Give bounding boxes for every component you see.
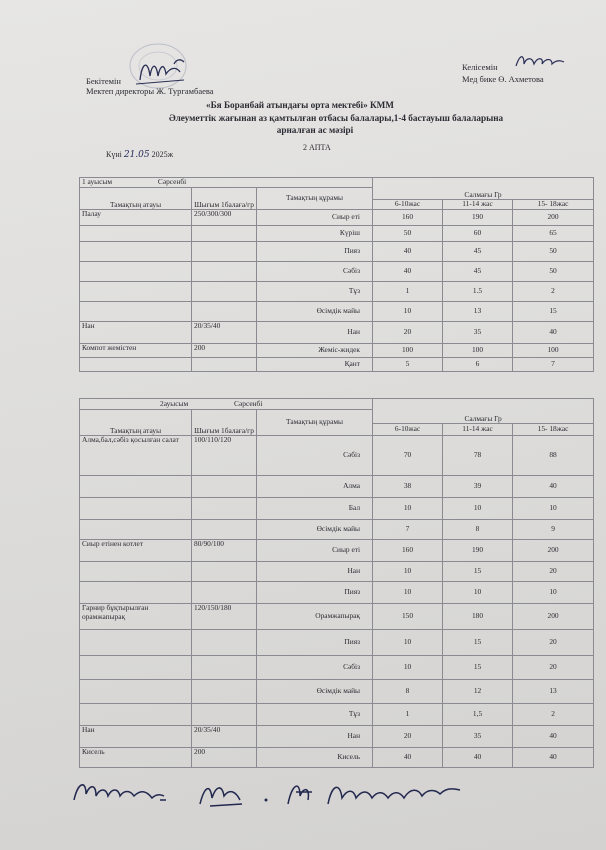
weight-header: Салмағы Гр [373,399,594,424]
approve-label: Бекітемін [86,76,121,86]
weight-6-10-cell: 10 [373,656,443,680]
director-signature-and-stamp [118,40,198,98]
table-row [80,520,594,540]
shift-day-cell [80,178,373,188]
composition-header: Тамақтың құрамы [257,410,373,436]
table-row [80,344,594,358]
yield-cell: 100/110/120 [192,436,257,476]
weight-6-10-cell: 40 [373,748,443,768]
age-header-6-10: 6-10жас [373,424,443,436]
menu-table-shift-1 [79,177,594,372]
weight-11-14-cell: 100 [443,344,513,358]
ingredient-cell: Пияз [257,582,373,604]
weight-15-18-cell: 50 [513,242,594,262]
dish-header: Тамақтың атауы [80,410,192,436]
weight-11-14-cell: 15 [443,630,513,656]
weight-11-14-cell: 190 [443,540,513,562]
yield-cell: 20/35/40 [192,726,257,748]
bottom-signatures [60,770,480,814]
date-line [106,150,173,160]
composition-header: Тамақтың құрамы [257,188,373,210]
weight-15-18-cell: 2 [513,282,594,302]
dish-cell [80,704,192,726]
menu-subtitle: арналған ас мәзірі [276,125,354,135]
ingredient-cell: Нан [257,562,373,582]
dish-cell [80,226,192,242]
ingredient-cell: Өсімдік майы [257,302,373,322]
yield-cell [192,358,257,372]
weight-15-18-cell: 20 [513,562,594,582]
dish-cell [80,358,192,372]
dish-cell [80,582,192,604]
school-name: «Бя Боранбай атындағы орта мектебі» КММ [206,100,394,110]
weight-11-14-cell: 45 [443,242,513,262]
weight-6-10-cell: 40 [373,242,443,262]
table-row [80,242,594,262]
weight-11-14-cell: 15 [443,656,513,680]
weight-6-10-cell: 7 [373,520,443,540]
weight-11-14-cell: 40 [443,748,513,768]
yield-cell: 80/90/100 [192,540,257,562]
dish-cell: Кисель [80,748,192,768]
dish-cell [80,656,192,680]
weight-11-14-cell: 10 [443,498,513,520]
weight-6-10-cell: 1 [373,704,443,726]
weight-6-10-cell: 20 [373,322,443,344]
ingredient-cell: Пияз [257,630,373,656]
age-header-15-18: 15- 18жас [513,200,594,210]
ingredient-cell: Тұз [257,704,373,726]
weight-6-10-cell: 160 [373,210,443,226]
dish-cell [80,562,192,582]
yield-cell [192,520,257,540]
ingredient-cell: Сәбіз [257,656,373,680]
table-header-row [80,399,594,410]
table-body [80,436,594,768]
table-row [80,704,594,726]
table-row [80,726,594,748]
age-header-6-10: 6-10жас [373,200,443,210]
dish-cell [80,498,192,520]
dish-header: Тамақтың атауы [80,188,192,210]
table-row [80,748,594,768]
weight-11-14-cell: 78 [443,436,513,476]
dish-cell: Сиыр етінен котлет [80,540,192,562]
weight-6-10-cell: 10 [373,302,443,322]
table-body [80,210,594,372]
weight-11-14-cell: 12 [443,680,513,704]
weight-6-10-cell: 38 [373,476,443,498]
weight-15-18-cell: 50 [513,262,594,282]
ingredient-cell: Тұз [257,282,373,302]
dish-cell [80,302,192,322]
weight-6-10-cell: 70 [373,436,443,476]
yield-cell: 120/150/180 [192,604,257,630]
weight-11-14-cell: 13 [443,302,513,322]
table-row [80,210,594,226]
weight-11-14-cell: 180 [443,604,513,630]
table-row [80,630,594,656]
dish-cell [80,262,192,282]
ingredient-cell: Күріш [257,226,373,242]
yield-cell [192,476,257,498]
table-row [80,498,594,520]
nurse-line: Мед бике Ө. Ахметова [462,74,544,84]
weight-11-14-cell: 45 [443,262,513,282]
weight-11-14-cell: 60 [443,226,513,242]
dish-cell: Палау [80,210,192,226]
weight-6-10-cell: 40 [373,262,443,282]
table-row [80,562,594,582]
ingredient-cell: Пияз [257,242,373,262]
ingredient-cell: Орамжапырақ [257,604,373,630]
table-row [80,302,594,322]
table-header-row [80,178,594,188]
ingredient-cell: Нан [257,322,373,344]
table-row [80,262,594,282]
weight-15-18-cell: 13 [513,680,594,704]
yield-cell: 20/35/40 [192,322,257,344]
weight-15-18-cell: 200 [513,210,594,226]
weight-11-14-cell: 6 [443,358,513,372]
ingredient-cell: Қант [257,358,373,372]
weight-15-18-cell: 40 [513,476,594,498]
dish-cell [80,242,192,262]
yield-cell [192,242,257,262]
yield-cell [192,302,257,322]
ingredient-cell: Өсімдік майы [257,680,373,704]
age-header-11-14: 11-14 жас [443,200,513,210]
date-year: 2025ж [151,150,174,159]
weight-15-18-cell: 40 [513,748,594,768]
dish-cell: Компот жемістен [80,344,192,358]
dish-cell [80,476,192,498]
table-row [80,680,594,704]
shift-label: 1 ауысым [82,177,113,187]
table-row [80,282,594,302]
weight-11-14-cell: 35 [443,726,513,748]
yield-cell [192,562,257,582]
ingredient-cell: Сиыр еті [257,540,373,562]
weight-11-14-cell: 190 [443,210,513,226]
table-row [80,540,594,562]
yield-cell [192,656,257,680]
weight-15-18-cell: 7 [513,358,594,372]
weight-11-14-cell: 10 [443,582,513,604]
ingredient-cell: Жеміс-жидек [257,344,373,358]
dish-cell [80,680,192,704]
yield-cell: 200 [192,748,257,768]
weight-15-18-cell: 9 [513,520,594,540]
dish-cell: Нан [80,726,192,748]
table-row [80,656,594,680]
weight-6-10-cell: 150 [373,604,443,630]
ingredient-cell: Сәбіз [257,436,373,476]
weight-15-18-cell: 40 [513,322,594,344]
dish-cell: Гарнир бұқтырылған орамжапырақ [80,604,192,630]
yield-header: Шығым 1балаға/гр [192,410,257,436]
weight-11-14-cell: 1,5 [443,704,513,726]
weight-6-10-cell: 10 [373,582,443,604]
weight-6-10-cell: 10 [373,630,443,656]
weight-15-18-cell: 200 [513,604,594,630]
weight-15-18-cell: 15 [513,302,594,322]
weight-6-10-cell: 160 [373,540,443,562]
date-label: Күні [106,150,122,159]
ingredient-cell: Сәбіз [257,262,373,282]
table-row [80,358,594,372]
table-row [80,322,594,344]
weight-11-14-cell: 39 [443,476,513,498]
weight-15-18-cell: 10 [513,582,594,604]
age-header-11-14: 11-14 жас [443,424,513,436]
weight-header: Салмағы Гр [373,178,594,200]
agree-label: Келісемін [462,62,498,72]
yield-cell [192,630,257,656]
weight-6-10-cell: 50 [373,226,443,242]
weekday-label: Сәрсенбі [234,398,263,408]
yield-cell [192,282,257,302]
weight-6-10-cell: 10 [373,562,443,582]
yield-cell [192,226,257,242]
nurse-signature [512,50,568,72]
weight-15-18-cell: 2 [513,704,594,726]
menu-title: Әлеуметтік жағынан аз қамтылған отбасы балалары,1-4 бастауыш балаларына [168,113,504,123]
ingredient-cell: Нан [257,726,373,748]
yield-cell: 250/300/300 [192,210,257,226]
weight-15-18-cell: 65 [513,226,594,242]
weight-15-18-cell: 100 [513,344,594,358]
week-label: 2 АПТА [303,143,331,152]
weight-6-10-cell: 8 [373,680,443,704]
weight-15-18-cell: 88 [513,436,594,476]
ingredient-cell: Кисель [257,748,373,768]
dish-cell [80,630,192,656]
dish-cell: Алма,бал,сәбіз қосылған салат [80,436,192,476]
ingredient-cell: Өсімдік майы [257,520,373,540]
weight-6-10-cell: 20 [373,726,443,748]
yield-cell [192,680,257,704]
yield-cell [192,498,257,520]
weight-6-10-cell: 100 [373,344,443,358]
weight-15-18-cell: 10 [513,498,594,520]
ingredient-cell: Алма [257,476,373,498]
table-row [80,226,594,242]
weight-15-18-cell: 40 [513,726,594,748]
table-row [80,476,594,498]
table-row [80,582,594,604]
age-header-15-18: 15- 18жас [513,424,594,436]
director-line: Мектеп директоры Ж. Тургамбаева [86,86,214,96]
date-handwritten: 21.05 [123,150,150,160]
dish-cell [80,520,192,540]
shift-label: 2ауысым [160,398,189,408]
weight-6-10-cell: 1 [373,282,443,302]
weight-15-18-cell: 20 [513,656,594,680]
weight-11-14-cell: 15 [443,562,513,582]
weight-11-14-cell: 8 [443,520,513,540]
table-row [80,436,594,476]
ingredient-cell: Сиыр еті [257,210,373,226]
weight-6-10-cell: 5 [373,358,443,372]
menu-table-shift-2 [79,398,594,768]
yield-cell [192,582,257,604]
yield-cell: 200 [192,344,257,358]
yield-cell [192,262,257,282]
shift-day-cell [80,399,373,410]
dish-cell [80,282,192,302]
ingredient-cell: Бал [257,498,373,520]
weight-15-18-cell: 200 [513,540,594,562]
weight-11-14-cell: 35 [443,322,513,344]
dish-cell: Нан [80,322,192,344]
yield-header: Шығым 1балаға/гр [192,188,257,210]
weight-15-18-cell: 20 [513,630,594,656]
yield-cell [192,704,257,726]
weight-11-14-cell: 1.5 [443,282,513,302]
weekday-label: Сәрсенбі [157,177,187,187]
table-row [80,604,594,630]
weight-6-10-cell: 10 [373,498,443,520]
